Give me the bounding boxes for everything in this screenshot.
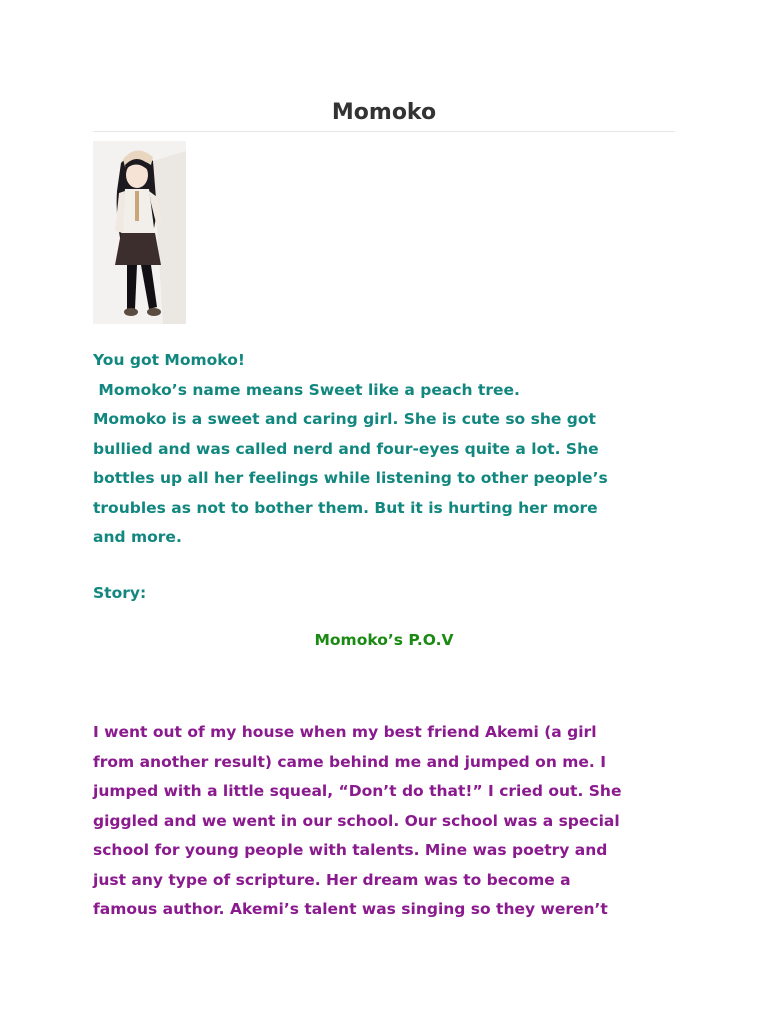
story-line: famous author. Akemi’s talent was singing so they weren’t bbox=[93, 900, 608, 918]
anime-girl-illustration-drawing bbox=[93, 141, 186, 324]
intro-line: and more. bbox=[93, 528, 182, 546]
intro-line: Momoko’s name means Sweet like a peach tree. bbox=[93, 380, 520, 399]
intro-line: Momoko is a sweet and caring girl. She is cute so she got bbox=[93, 410, 596, 428]
anime-girl-illustration bbox=[93, 141, 186, 324]
intro-line: troubles as not to bother them. But it is hurting her more bbox=[93, 498, 598, 517]
story-paragraph bbox=[93, 718, 675, 925]
intro-paragraph bbox=[93, 346, 675, 553]
story-line: jumped with a little squeal, “Don’t do that!” I cried out. She bbox=[93, 782, 622, 800]
story-label: Story: bbox=[93, 584, 147, 602]
page-title: Momoko bbox=[331, 100, 437, 125]
story-line: from another result) came behind me and jumped on me. I bbox=[93, 752, 606, 771]
story-line: I went out of my house when my best friend Akemi (a girl bbox=[93, 723, 597, 741]
intro-line: You got Momoko! bbox=[93, 351, 245, 369]
intro-line: bullied and was called nerd and four-eyes quite a lot. She bbox=[93, 439, 599, 458]
intro-line: bottles up all her feelings while listening to other people’s bbox=[93, 469, 608, 487]
story-line: school for young people with talents. Mine was poetry and bbox=[93, 841, 608, 859]
story-line: giggled and we went in our school. Our school was a special bbox=[93, 811, 620, 830]
pov-heading: Momoko’s P.O.V bbox=[314, 631, 454, 649]
story-line: just any type of scripture. Her dream was to become a bbox=[93, 870, 571, 889]
title-divider bbox=[93, 131, 675, 132]
